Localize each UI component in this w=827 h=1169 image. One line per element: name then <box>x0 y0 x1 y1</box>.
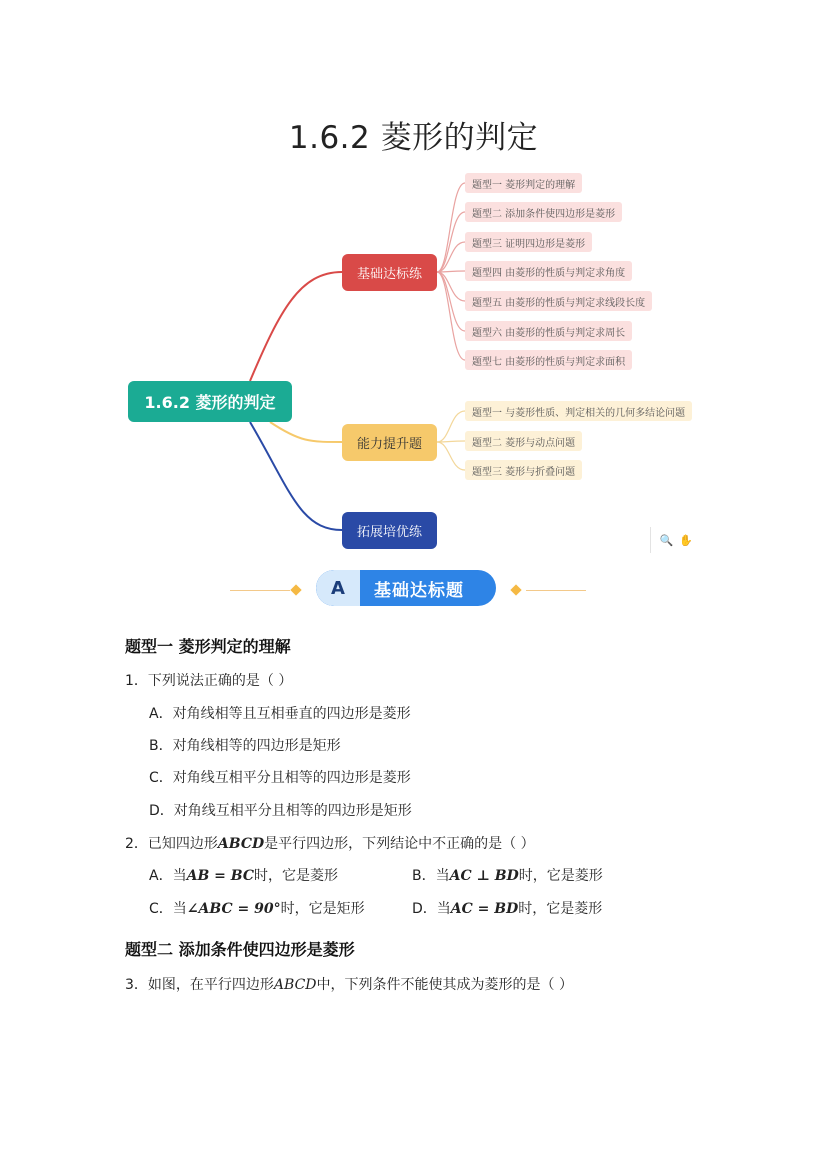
question-1-option-c: C．对角线互相平分且相等的四边形是菱形 <box>149 770 411 786</box>
mind-map-connectors <box>0 160 827 560</box>
section-letter: A <box>316 570 360 606</box>
banner-dot-right <box>510 584 521 595</box>
question-1-option-b: B．对角线相等的四边形是矩形 <box>149 738 341 754</box>
leaf-basic-7[interactable]: 题型七 由菱形的性质与判定求面积 <box>465 350 632 370</box>
q2-a-pre: A．当 <box>149 868 187 884</box>
leaf-advanced-1[interactable]: 题型一 与菱形性质、判定相关的几何多结论问题 <box>465 401 692 421</box>
question-1-option-d: D．对角线互相平分且相等的四边形是矩形 <box>149 803 412 819</box>
q2-c-math: ∠ABC = 90° <box>186 901 281 917</box>
q2-d-post: 时，它是菱形 <box>518 901 603 917</box>
section-pill <box>316 570 496 606</box>
branch-extension[interactable]: 拓展培优练 <box>342 512 437 549</box>
mind-map-root[interactable]: 1.6.2 菱形的判定 <box>128 381 292 422</box>
q2-b-math: AC ⊥ BD <box>449 868 519 884</box>
q2-c-pre: C．当 <box>149 901 187 917</box>
question-3-stem <box>125 974 573 994</box>
heading-type-1: 题型一 菱形判定的理解 <box>125 637 291 656</box>
question-2-option-b <box>412 865 603 885</box>
leaf-basic-1[interactable]: 题型一 菱形判定的理解 <box>465 173 582 193</box>
q2-stem-pre: 2．已知四边形 <box>125 836 218 852</box>
q2-b-pre: B．当 <box>412 868 450 884</box>
leaf-advanced-2[interactable]: 题型二 菱形与动点问题 <box>465 431 582 451</box>
leaf-basic-3[interactable]: 题型三 证明四边形是菱形 <box>465 232 592 252</box>
section-title: 基础达标题 <box>374 580 464 601</box>
question-2-stem <box>125 833 535 853</box>
question-2-option-d <box>412 898 602 918</box>
q2-stem-post: 是平行四边形，下列结论中不正确的是（ ） <box>264 836 535 852</box>
banner-dot-left <box>290 584 301 595</box>
banner-line-left <box>230 590 290 591</box>
leaf-basic-5[interactable]: 题型五 由菱形的性质与判定求线段长度 <box>465 291 652 311</box>
banner-line-right <box>526 590 586 591</box>
q2-b-post: 时，它是菱形 <box>518 868 603 884</box>
q2-d-math: AC = BD <box>450 901 519 917</box>
branch-basic[interactable]: 基础达标练 <box>342 254 437 291</box>
mind-map <box>0 160 827 560</box>
branch-advanced[interactable]: 能力提升题 <box>342 424 437 461</box>
mind-map-toolbar <box>650 527 696 553</box>
hand-icon[interactable]: ✋ <box>679 533 694 547</box>
q2-stem-math: ABCD <box>217 836 265 852</box>
q2-c-post: 时，它是矩形 <box>280 901 365 917</box>
leaf-advanced-3[interactable]: 题型三 菱形与折叠问题 <box>465 460 582 480</box>
question-2-option-c <box>149 898 365 918</box>
q3-stem-math: ABCD <box>273 977 317 993</box>
leaf-basic-2[interactable]: 题型二 添加条件使四边形是菱形 <box>465 202 622 222</box>
q2-a-post: 时，它是菱形 <box>254 868 338 884</box>
leaf-basic-4[interactable]: 题型四 由菱形的性质与判定求角度 <box>465 261 632 281</box>
heading-type-2: 题型二 添加条件使四边形是菱形 <box>125 940 355 959</box>
section-banner <box>230 568 590 612</box>
leaf-basic-6[interactable]: 题型六 由菱形的性质与判定求周长 <box>465 321 632 341</box>
question-1-stem: 1．下列说法正确的是（ ） <box>125 673 293 689</box>
page-title: 1.6.2 菱形的判定 <box>288 120 539 156</box>
q2-a-math: AB = BC <box>186 868 254 884</box>
q3-stem-post: 中，下列条件不能使其成为菱形的是（ ） <box>316 977 573 993</box>
question-1-option-a: A．对角线相等且互相垂直的四边形是菱形 <box>149 706 411 722</box>
question-2-option-a <box>149 865 338 885</box>
q2-d-pre: D．当 <box>412 901 451 917</box>
search-icon[interactable]: 🔍 <box>659 533 674 547</box>
q3-stem-pre: 3．如图，在平行四边形 <box>125 977 274 993</box>
